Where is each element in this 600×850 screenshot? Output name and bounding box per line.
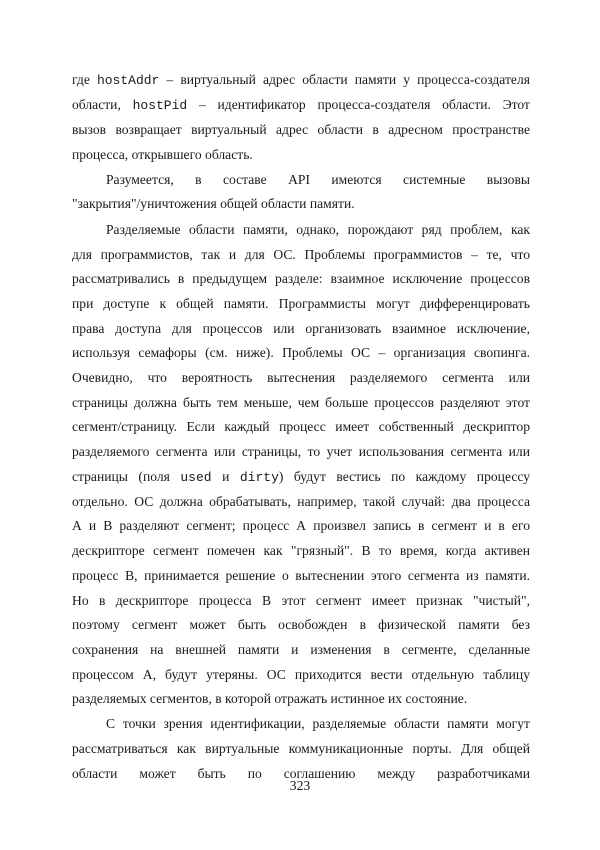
text-line: Но в дескрипторе процесса В этот сегмент имеет признак "чистый", (72, 593, 530, 608)
text-line: для программистов, так и для ОС. Проблемы программистов – те, что (72, 247, 530, 262)
code-span: hostAddr (96, 73, 160, 88)
text-span: где (72, 72, 97, 87)
text-line: используя семафоры (см. ниже). Проблемы ОС – организация свопинга. (72, 345, 530, 360)
text-line: поэтому сегмент может быть освобожден в физической памяти без (72, 617, 530, 632)
text-span: области, (72, 97, 133, 112)
code-span: dirty (239, 470, 279, 485)
text-span: ) будут вестись по каждому процессу (278, 469, 530, 484)
text-line: процесс В, принимается решение о вытеснении этого сегмента из памяти. (72, 568, 530, 583)
text-line (72, 467, 530, 487)
text-line: Очевидно, что вероятность вытеснения разделяемого сегмента или (72, 370, 530, 385)
text-line: отдельно. ОС должна обрабатывать, например, такой случай: два процесса (72, 494, 530, 509)
text-line: вызов возвращает виртуальный адрес области в адресном пространстве (72, 122, 530, 137)
text-line: области может быть по соглашению между разработчиками (72, 766, 530, 781)
text-line: рассматривались в предыдущем разделе: взаимное исключение процессов (72, 271, 530, 286)
text-line (72, 70, 530, 90)
text-line: Разделяемые области памяти, однако, порождают ряд проблем, как (106, 222, 530, 237)
text-span: – идентификатор процесса-создателя области. Этот (187, 97, 530, 112)
text-line: процесса, открывшего область. (72, 147, 253, 162)
text-span: – виртуальный адрес области памяти у процесса-создателя (159, 72, 530, 87)
text-line: страницы должна быть тем меньше, чем больше процессов разделяют этот (72, 395, 530, 410)
text-line: Разумеется, в составе API имеются системные вызовы (106, 172, 530, 187)
text-line: права доступа для процессов или организовать взаимное исключение, (72, 321, 530, 336)
text-line: сегмент/страницу. Если каждый процесс имеет собственный дескриптор (72, 419, 530, 434)
code-span: hostPid (132, 98, 188, 113)
text-line: "закрытия"/уничтожения общей области памяти. (72, 196, 355, 211)
text-line: процессом А, будут утеряны. ОС приходится вести отдельную таблицу (72, 667, 530, 682)
text-span: и (211, 469, 240, 484)
text-line: С точки зрения идентификации, разделяемые области памяти могут (106, 716, 530, 731)
text-line: разделяемого сегмента или страницы, то учет использования сегмента или (72, 444, 530, 459)
text-line: рассматриваться как виртуальные коммуникационные порты. Для общей (72, 741, 530, 756)
text-line: дескрипторе сегмент помечен как "грязный". В то время, когда активен (72, 543, 530, 558)
text-line: при доступе к общей памяти. Программисты могут дифференцировать (72, 296, 530, 311)
text-line (72, 95, 530, 115)
text-span: страницы (поля (72, 469, 181, 484)
code-span: used (180, 470, 212, 485)
text-line: А и В разделяют сегмент; процесс А произвел запись в сегмент и в его (72, 518, 530, 533)
text-line: сохранения на внешней памяти и изменения в сегменте, сделанные (72, 642, 530, 657)
text-line: разделяемых сегментов, в которой отражать истинное их состояние. (72, 691, 468, 706)
page-number: 323 (289, 778, 311, 793)
